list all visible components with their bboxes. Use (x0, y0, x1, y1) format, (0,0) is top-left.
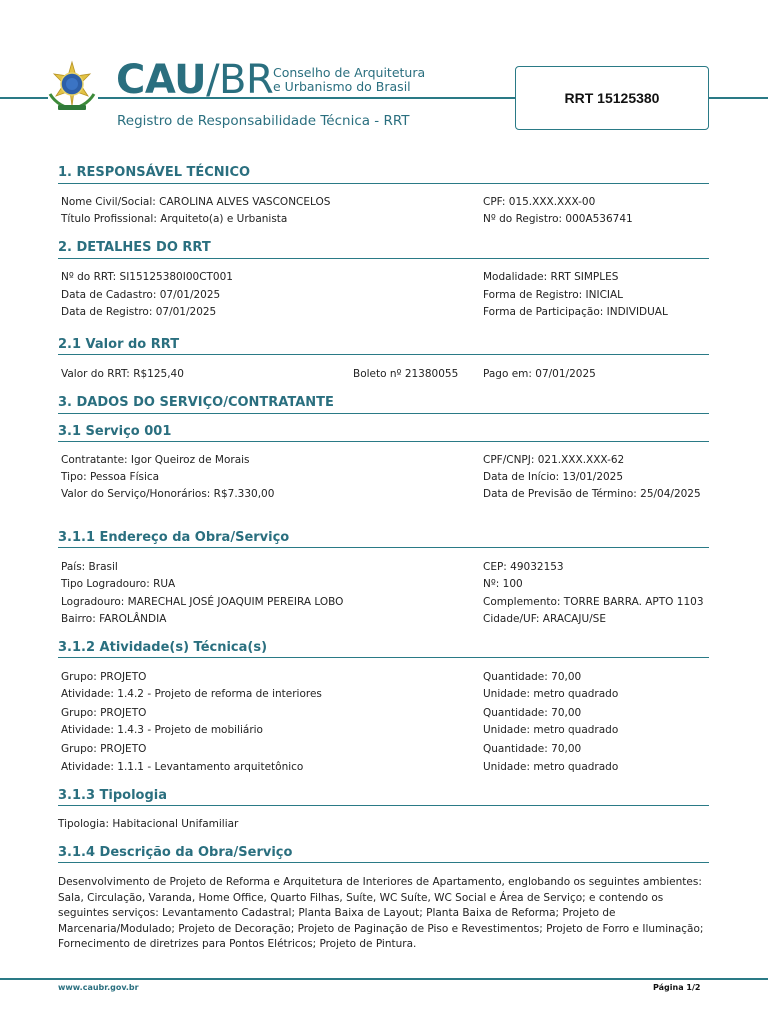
data-registro: Data de Registro: 07/01/2025 (61, 306, 217, 318)
tipo-logradouro: Tipo Logradouro: RUA (61, 578, 176, 590)
cep: CEP: 49032153 (483, 561, 564, 573)
footer-site-link[interactable]: www.caubr.gov.br (58, 983, 139, 992)
cpf-cnpj: CPF/CNPJ: 021.XXX.XXX-62 (483, 454, 625, 466)
atividade-1-quantidade: Quantidade: 70,00 (483, 671, 582, 683)
section-1-rule (58, 183, 709, 184)
titulo-profissional: Título Profissional: Arquiteto(a) e Urbanista (61, 213, 288, 225)
atividade-1-grupo: Grupo: PROJETO (61, 671, 147, 683)
rrt-number-box: RRT 15125380 (515, 66, 709, 130)
data-cadastro: Data de Cadastro: 07/01/2025 (61, 289, 221, 301)
section-3-title: 3. DADOS DO SERVIÇO/CONTRATANTE (58, 395, 334, 410)
atividade-2-grupo: Grupo: PROJETO (61, 707, 147, 719)
valor-servico: Valor do Serviço/Honorários: R$7.330,00 (61, 488, 275, 500)
data-previsao-termino: Data de Previsão de Término: 25/04/2025 (483, 488, 701, 500)
atividade-3-grupo: Grupo: PROJETO (61, 743, 147, 755)
contratante: Contratante: Igor Queiroz de Morais (61, 454, 250, 466)
brand-thin: /BR (206, 57, 274, 103)
atividade-2-unidade: Unidade: metro quadrado (483, 724, 619, 736)
modalidade: Modalidade: RRT SIMPLES (483, 271, 619, 283)
cidade-uf: Cidade/UF: ARACAJU/SE (483, 613, 606, 625)
numero-registro: Nº do Registro: 000A536741 (483, 213, 633, 225)
section-2-1-rule (58, 354, 709, 355)
atividade-3-descricao: Atividade: 1.1.1 - Levantamento arquitetônico (61, 761, 304, 773)
pais: País: Brasil (61, 561, 118, 573)
section-2-rule (58, 258, 709, 259)
section-3-rule (58, 413, 709, 414)
section-3-1-3-rule (58, 805, 709, 806)
nome-civil: Nome Civil/Social: CAROLINA ALVES VASCONCELOS (61, 196, 331, 208)
section-3-1-1-title: 3.1.1 Endereço da Obra/Serviço (58, 530, 290, 545)
section-3-1-4-title: 3.1.4 Descrição da Obra/Serviço (58, 845, 293, 860)
forma-participacao: Forma de Participação: INDIVIDUAL (483, 306, 668, 318)
section-3-1-4-rule (58, 862, 709, 863)
section-3-1-title: 3.1 Serviço 001 (58, 424, 172, 439)
section-2-1-title: 2.1 Valor do RRT (58, 337, 180, 352)
boleto: Boleto nº 21380055 (353, 368, 459, 380)
logradouro: Logradouro: MARECHAL JOSÉ JOAQUIM PEREIRA LOBO (61, 596, 344, 608)
bairro: Bairro: FAROLÂNDIA (61, 613, 167, 625)
section-3-1-1-rule (58, 547, 709, 548)
section-2-title: 2. DETALHES DO RRT (58, 240, 211, 255)
section-3-1-rule (58, 441, 709, 442)
brand-bold: CAU (116, 57, 207, 103)
atividade-2-quantidade: Quantidade: 70,00 (483, 707, 582, 719)
atividade-2-descricao: Atividade: 1.4.3 - Projeto de mobiliário (61, 724, 263, 736)
page-number: Página 1/2 (653, 983, 701, 992)
tipologia: Tipologia: Habitacional Unifamiliar (58, 818, 239, 830)
complemento: Complemento: TORRE BARRA. APTO 1103 (483, 596, 704, 608)
brasil-coat-of-arms-icon (44, 60, 100, 112)
descricao-obra: Desenvolvimento de Projeto de Reforma e Arquitetura de Interiores de Apartamento, englobando os seguintes ambientes: Sala, Circulação, Varanda, Home Office, Quarto Filhas, Suíte, WC Suíte, WC Social e Área de Serviço; e contendo os seguintes serviços: Levantamento Cadastral; Planta Baixa de Layout; Planta Baixa de Reforma; Projeto de Marcenaria/Modulado; Projeto de Decoração; Projeto de Paginação de Piso e Revestimentos; Projeto de Forro e Iluminação; Fornecimento de diretrizes para Pontos Elétricos; Projeto de Pintura. (58, 876, 704, 950)
document-subtitle: Registro de Responsabilidade Técnica - RRT (117, 113, 410, 129)
council-line-2: e Urbanismo do Brasil (273, 79, 411, 94)
pago-em: Pago em: 07/01/2025 (483, 368, 596, 380)
section-1-title: 1. RESPONSÁVEL TÉCNICO (58, 165, 251, 180)
atividade-1-descricao: Atividade: 1.4.2 - Projeto de reforma de interiores (61, 688, 322, 700)
atividade-3-quantidade: Quantidade: 70,00 (483, 743, 582, 755)
header-line-left (0, 97, 48, 99)
footer-line (0, 978, 768, 980)
atividade-3-unidade: Unidade: metro quadrado (483, 761, 619, 773)
section-3-1-2-title: 3.1.2 Atividade(s) Técnica(s) (58, 640, 268, 655)
council-line-1: Conselho de Arquitetura (273, 65, 426, 80)
valor-rrt: Valor do RRT: R$125,40 (61, 368, 184, 380)
numero-endereco: Nº: 100 (483, 578, 523, 590)
council-name (273, 66, 425, 94)
cau-br-logo (116, 58, 273, 102)
atividade-1-unidade: Unidade: metro quadrado (483, 688, 619, 700)
section-3-1-2-rule (58, 657, 709, 658)
section-3-1-3-title: 3.1.3 Tipologia (58, 788, 168, 803)
numero-rrt: Nº do RRT: SI15125380I00CT001 (61, 271, 233, 283)
forma-registro: Forma de Registro: INICIAL (483, 289, 624, 301)
data-inicio: Data de Início: 13/01/2025 (483, 471, 624, 483)
cpf: CPF: 015.XXX.XXX-00 (483, 196, 596, 208)
tipo-pessoa: Tipo: Pessoa Física (61, 471, 160, 483)
